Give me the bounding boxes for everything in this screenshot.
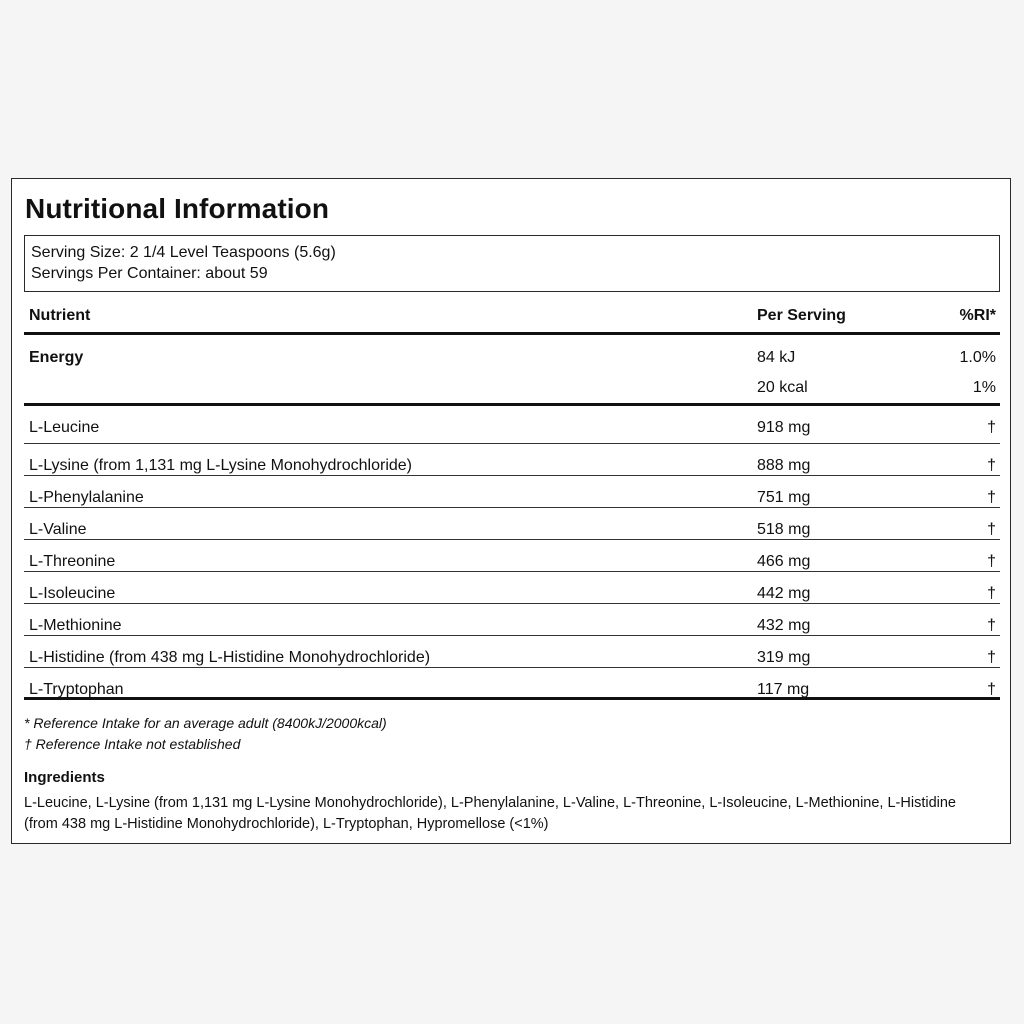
- dagger-footnote: † Reference Intake not established: [24, 736, 241, 752]
- serving-info-box: [24, 235, 1000, 292]
- table-row: [24, 636, 1000, 668]
- ingredients-text: L-Leucine, L-Lysine (from 1,131 mg L-Lysine Monohydrochloride), L-Phenylalanine, L-Valine, L-Threonine, L-Isoleucine, L-Methionine, L-Histidine (from 438 mg L-Histidine Monohydrochloride), L-Tryptophan, Hypromellose (<1%): [24, 795, 956, 832]
- nutrient-ri: †: [987, 617, 996, 634]
- nutrient-amount: 319 mg: [757, 649, 811, 666]
- energy-kj-ri: 1.0%: [959, 349, 996, 366]
- table-row: [24, 406, 1000, 444]
- nutrition-table: [24, 301, 1000, 700]
- header-ri: %RI*: [959, 307, 996, 324]
- nutrient-ri: †: [987, 419, 996, 436]
- table-header-row: [24, 301, 1000, 335]
- nutrient-ri: †: [987, 585, 996, 602]
- nutrient-ri: †: [987, 489, 996, 506]
- nutrient-amount: 432 mg: [757, 617, 811, 634]
- energy-kcal-ri: 1%: [972, 379, 996, 396]
- nutrient-name: L-Phenylalanine: [29, 489, 144, 506]
- nutrient-name: L-Threonine: [29, 553, 116, 570]
- nutrient-amount: 117 mg: [757, 681, 810, 698]
- ri-footnote: * Reference Intake for an average adult (8400kJ/2000kcal): [24, 715, 387, 731]
- nutrient-name: L-Valine: [29, 521, 87, 538]
- nutrient-amount: 918 mg: [757, 419, 811, 436]
- nutrient-amount: 888 mg: [757, 457, 811, 474]
- energy-row: [24, 335, 1000, 406]
- nutrient-amount: 442 mg: [757, 585, 811, 602]
- nutrient-name: L-Histidine (from 438 mg L-Histidine Monohydrochloride): [29, 649, 431, 666]
- ingredients-title: Ingredients: [24, 769, 105, 786]
- nutrient-amount: 518 mg: [757, 521, 811, 538]
- serving-size: Serving Size: 2 1/4 Level Teaspoons (5.6g): [31, 244, 336, 261]
- nutrient-name: L-Leucine: [29, 419, 100, 436]
- nutrient-amount: 751 mg: [757, 489, 811, 506]
- table-row: [24, 668, 1000, 700]
- table-row: [24, 604, 1000, 636]
- nutrient-name: L-Lysine (from 1,131 mg L-Lysine Monohydrochloride): [29, 457, 412, 474]
- nutrient-ri: †: [987, 521, 996, 538]
- nutrient-ri: †: [987, 649, 996, 666]
- table-row: [24, 508, 1000, 540]
- energy-kcal: 20 kcal: [757, 379, 808, 396]
- energy-kj: 84 kJ: [757, 349, 796, 366]
- header-per-serving: Per Serving: [757, 307, 846, 324]
- nutrient-name: L-Isoleucine: [29, 585, 116, 602]
- footnotes: [24, 713, 387, 755]
- servings-per-container: Servings Per Container: about 59: [31, 265, 268, 282]
- header-nutrient: Nutrient: [29, 307, 91, 324]
- page-title: Nutritional Information: [25, 193, 330, 224]
- table-row: [24, 476, 1000, 508]
- nutrition-panel: [11, 178, 1011, 844]
- table-row: [24, 444, 1000, 476]
- table-row: [24, 540, 1000, 572]
- nutrient-name: L-Methionine: [29, 617, 122, 634]
- nutrient-ri: †: [987, 553, 996, 570]
- energy-label: Energy: [29, 349, 84, 366]
- table-row: [24, 572, 1000, 604]
- nutrient-amount: 466 mg: [757, 553, 811, 570]
- nutrient-ri: †: [987, 457, 996, 474]
- nutrient-name: L-Tryptophan: [29, 681, 124, 698]
- nutrient-ri: †: [987, 681, 996, 698]
